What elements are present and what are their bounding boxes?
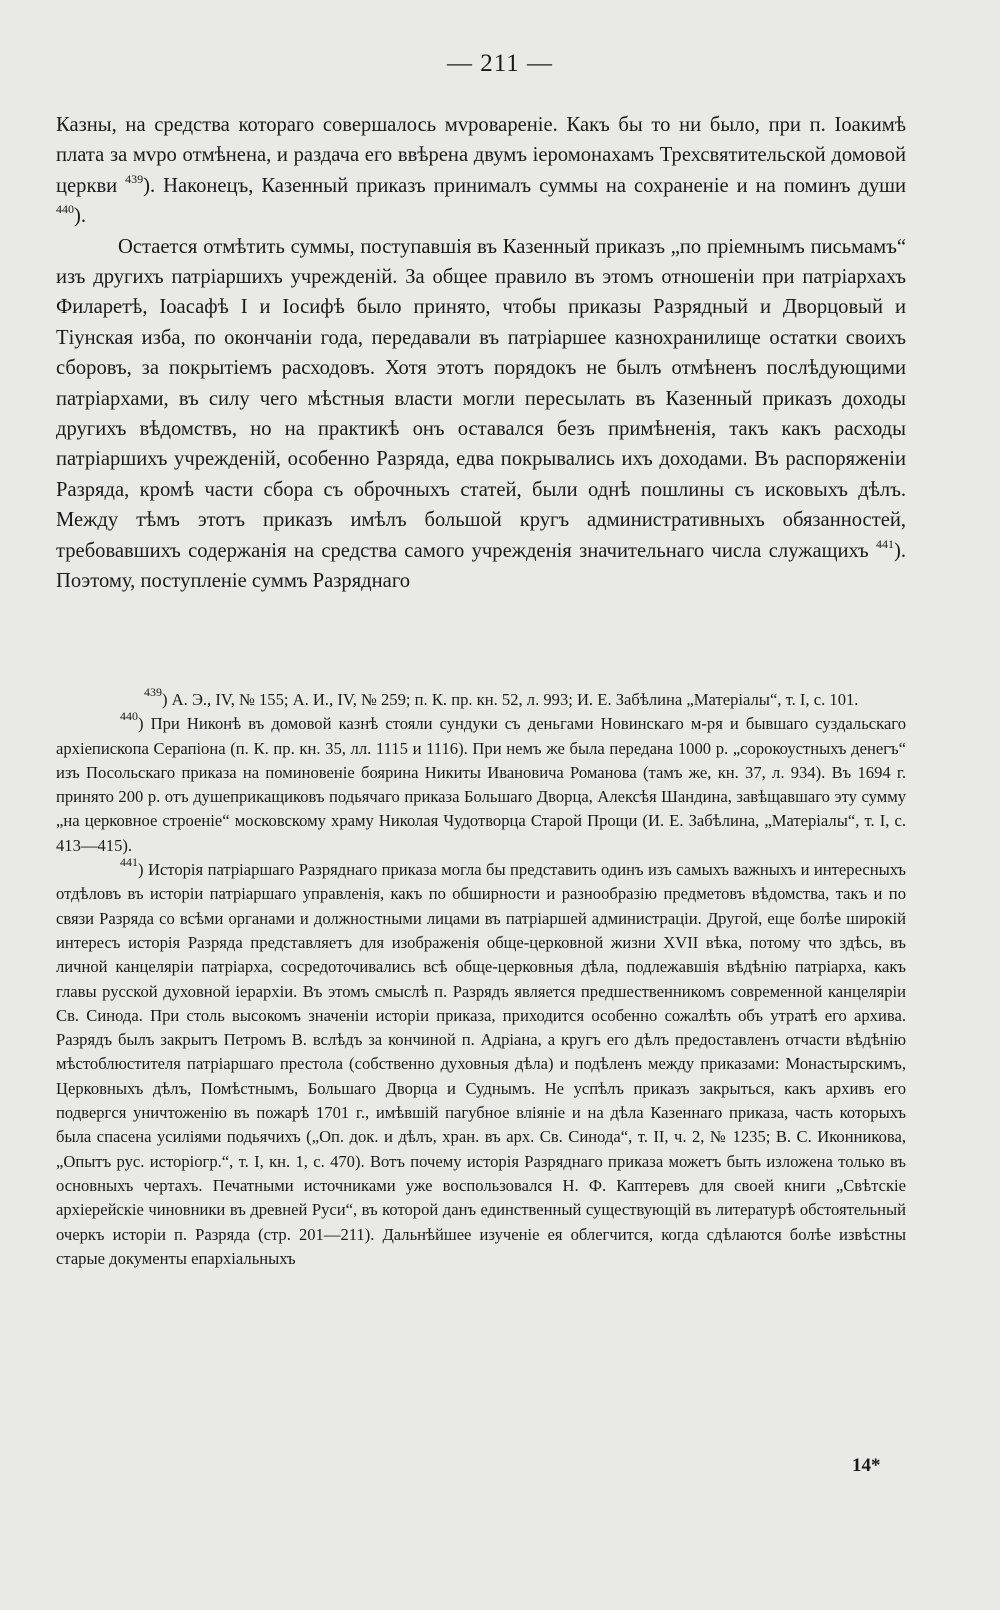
footnote-number: 441 xyxy=(120,855,138,870)
footnote-439 xyxy=(56,685,906,712)
footnote-ref-440: 440 xyxy=(56,202,74,217)
footnote-ref-439: 439 xyxy=(125,171,144,186)
paragraph-text: ). xyxy=(74,205,87,228)
paragraph-text: ). Наконецъ, Казенный приказъ принималъ суммы на сохраненіе и на поминъ души xyxy=(143,174,906,197)
paragraph-text: Казны, на средства котораго совершалось мvровареніе. Какъ бы то ни было, при п. Іоакимѣ плата за мvро отмѣнена, и раздача его ввѣрена двумъ іеромонахамъ Трехсвятительской домовой церкви xyxy=(56,114,906,197)
signature-mark: 14* xyxy=(852,1455,881,1476)
main-text xyxy=(56,110,906,597)
paragraph-text: Остается отмѣтить суммы, поступавшія въ Казенный приказъ „по пріемнымъ письмамъ“ изъ другихъ патріаршихъ учрежденій. За общее правило въ этомъ отношеніи при патріархахъ Филаретѣ, Іоасафѣ I и Іосифѣ было принято, чтобы приказы Разрядный и Дворцовый и Тіунская изба, по окончаніи года, передавали въ патріаршее казнохранилище остатки своихъ сборовъ, за покрытіемъ расходовъ. Хотя этотъ порядокъ не былъ отмѣненъ послѣдующими патріархами, въ силу чего мѣстныя власти могли пересылать въ Казенный приказъ доходы другихъ вѣдомствъ, но на практикѣ онъ оставался безъ примѣненія, такъ какъ расходы патріаршихъ учрежденій, особенно Разряда, едва покрывались ихъ доходами. Въ распоряженіи Разряда, кромѣ части сбора съ оброчныхъ статей, были однѣ пошлины съ исковыхъ дѣлъ. Между тѣмъ этотъ приказъ имѣлъ большой кругъ административныхъ обязанностей, требовавшихъ содержанія на средства самого учрежденія значительнаго числа служащихъ xyxy=(56,235,906,562)
footnotes xyxy=(56,685,906,1271)
footnote-number: 439 xyxy=(144,685,162,699)
paragraph-continued xyxy=(56,110,906,232)
paragraph xyxy=(56,232,906,597)
footnote-440 xyxy=(56,709,906,858)
footnote-text: ) Исторія патріаршаго Разряднаго приказа могла бы представить одинъ изъ самыхъ важныхъ и интересныхъ отдѣловъ въ исторіи патріаршаго управленія, какъ по обширности и разнообразію предметовъ вѣдомства, такъ и по связи Разряда со всѣми органами и должностными лицами въ патріаршей администраціи. Другой, еще болѣе широкій интересъ исторія Разряда представляетъ для изображенія обще-церковной жизни XVII вѣка, потому что здѣсь, въ личной канцеляріи патріарха, сосредоточивались всѣ обще-церковныя дѣла, подлежавшія вѣдѣнію патріарха, какъ главы русской духовной іерархіи. Въ этомъ смыслѣ п. Разрядъ является предшественникомъ современной канцеляріи Св. Синода. При столь высокомъ значеніи исторіи приказа, приходится особенно сожалѣть объ утратѣ его архива. Разрядъ былъ закрытъ Петромъ В. вслѣдъ за кончиной п. Адріана, а кругъ его дѣлъ предоставленъ отчасти вѣдѣнію мѣстоблюстителя патріаршаго престола (собственно духовныя дѣла) и подѣленъ между приказами: Монастырскимъ, Церковныхъ дѣлъ, Помѣстнымъ, Большаго Дворца и Суднымъ. Не успѣлъ приказъ закрыться, какъ архивъ его подвергся уничтоженію въ пожарѣ 1701 г., имѣвшій пагубное вліяніе и на дѣла Казеннаго приказа, часть которыхъ была спасена усиліями подьячихъ („Оп. док. и дѣлъ, хран. въ арх. Св. Синода“, т. II, ч. 2, № 1235; В. С. Иконникова, „Опытъ рус. исторіогр.“, т. I, кн. 1, с. 470). Вотъ почему исторія Разряднаго приказа можетъ быть изложена только въ основныхъ чертахъ. Печатными источниками уже воспользовался Н. Ф. Каптеревъ для своей книги „Свѣтскіе архіерейскіе чиновники въ древней Руси“, въ которой данъ единственный существующій въ литературѣ обстоятельный очеркъ исторіи п. Разряда (стр. 201—211). Дальнѣйшее изученіе ея облегчится, когда сдѣлаются болѣе извѣстны старые документы епархіальныхъ xyxy=(56,860,906,1268)
footnote-text: ) А. Э., IV, № 155; А. И., IV, № 259; п. К. пр. кн. 52, л. 993; И. Е. Забѣлина „Матеріалы“, т. I, с. 101. xyxy=(162,690,859,709)
footnote-number: 440 xyxy=(120,709,138,724)
paragraph-text: ). Поэтому, поступленіе суммъ Разряднаго xyxy=(56,539,906,593)
footnote-text: ) При Никонѣ въ домовой казнѣ стояли сундуки съ деньгами Новинскаго м-ря и бывшаго суздальскаго архіепископа Серапіона (п. К. пр. кн. 35, лл. 1115 и 1116). При немъ же была передана 1000 р. „сорокоустныхъ денегъ“ изъ Посольскаго приказа на поминовеніе боярина Никиты Ивановича Романова (тамъ же, кн. 37, л. 934). Въ 1694 г. принято 200 р. отъ душеприкащиковъ подьячаго приказа Большаго Дворца, Алексѣя Шандина, завѣщавшаго эту сумму „на церковное строеніе“ московскому храму Николая Чудотворца Старой Прощи (И. Е. Забѣлина, „Матеріалы“, т. I, с. 413—415). xyxy=(56,714,906,855)
footnote-441 xyxy=(56,855,906,1271)
footnote-ref-441: 441 xyxy=(875,536,894,551)
page-number: — 211 — xyxy=(446,50,554,77)
